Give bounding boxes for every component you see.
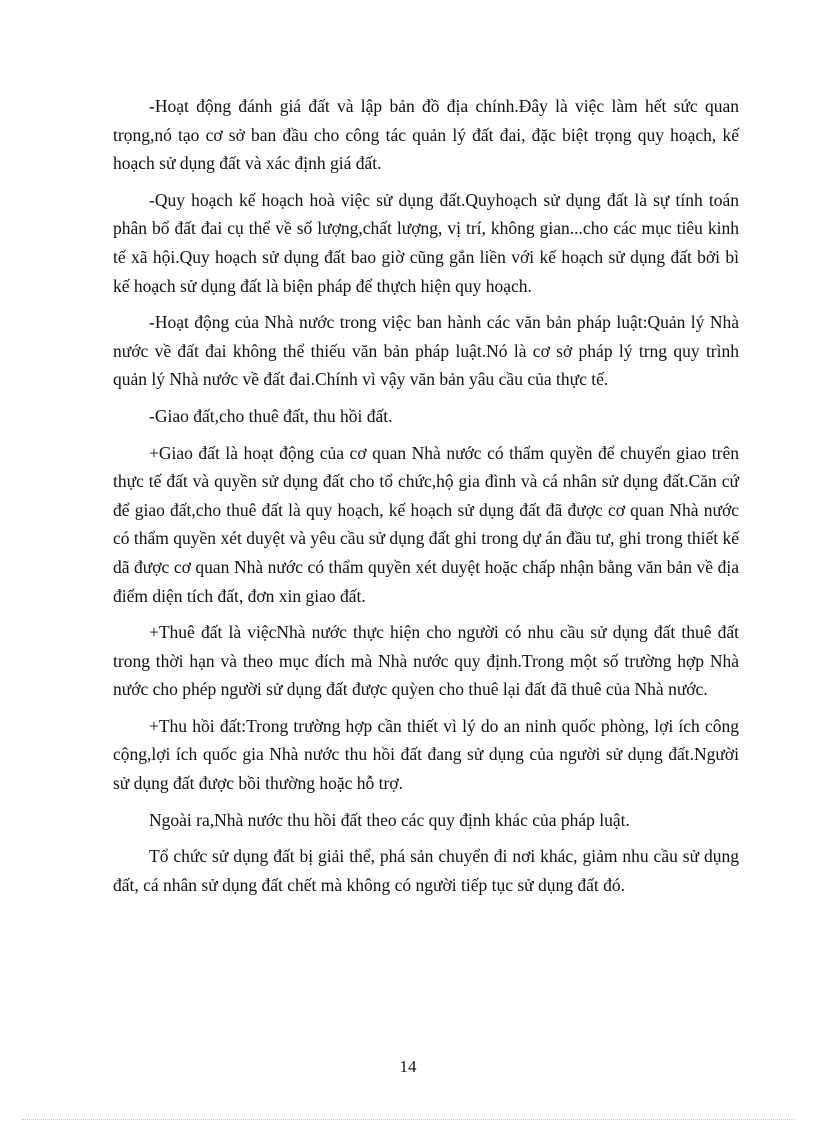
page-number: 14: [399, 1057, 417, 1076]
paragraph-legal-documents: -Hoạt động của Nhà nước trong việc ban hành các văn bản pháp luật:Quản lý Nhà nước về đất đai không thể thiếu văn bản pháp luật.Nó là cơ sở pháp lý trng quy trình quản lý Nhà nước về đất đai.Chính vì vậy văn bản yâu cầu của thực tế.: [113, 312, 739, 390]
paragraph-land-allocation: +Giao đất là hoạt động của cơ quan Nhà nước có thẩm quyền để chuyển giao trên thực tế đất và quyền sử dụng đất cho tổ chức,hộ gia đình và cá nhân sử dụng đất.Căn cứ để giao đất,cho thuê đất là quy hoạch, kế hoạch sử dụng đất đã được cơ quan Nhà nước có thẩm quyền xét duyệt và yêu cầu sử dụng đất ghi trong dự án đầu tư, ghi trong thiết kế dã được cơ quan Nhà nước có thẩm quyền xét duyệt hoặc chấp nhận bằng văn bản về địa điểm diện tích đất, đơn xin giao đất.: [113, 442, 739, 606]
paragraph-allocation-heading: -Giao đất,cho thuê đất, thu hồi đất.: [149, 405, 393, 426]
paragraph-land-use-planning: -Quy hoạch kế hoạch hoà việc sử dụng đất.Quyhoạch sử dụng đất là sự tính toán phân bổ đất đai cụ thể về số lượng,chất lượng, vị trí, không gian...cho các mục tiêu kinh tế xã hội.Quy hoạch sử dụng đất bao giờ cũng gắn liền với kế hoạch sử dụng đất bởi bì kế hoạch sử dụng đất là biện pháp để thựch hiện quy hoạch.: [113, 189, 739, 296]
paragraph-organization-dissolution: Tổ chức sử dụng đất bị giải thể, phá sản chuyển đi nơi khác, giảm nhu cầu sử dụng đất, cá nhân sử dụng đất chết mà không có người tiếp tục sử dụng đất đó.: [113, 846, 739, 895]
paragraph-land-recovery: +Thu hồi đất:Trong trường hợp cần thiết vì lý do an ninh quốc phòng, lợi ích công cộng,lợi ích quốc gia Nhà nước thu hồi đất đang sử dụng của người sử dụng đất.Người sử dụng đất được bồi thường hoặc hỗ trợ.: [113, 715, 739, 794]
paragraph-land-assessment: -Hoạt động đánh giá đất và lập bản đồ địa chính.Đây là việc làm hết sức quan trọng,nó tạo cơ sở ban đầu cho công tác quản lý đất đai, đặc biệt trọng quy hoạch, kế hoạch sử dụng đất và xác định giá đất.: [113, 96, 739, 174]
body-text: [113, 92, 739, 907]
paragraph-other-recovery: Ngoài ra,Nhà nước thu hồi đất theo các quy định khác của pháp luật.: [149, 809, 630, 830]
paragraph-land-lease: +Thuê đất là việcNhà nước thực hiện cho người có nhu cầu sử dụng đất thuê đất trong thời hạn và theo mục đích mà Nhà nước quy định.Trong một số trường hợp Nhà nước cho phép người sử dụng đất được quỳen cho thuê lại đất đã thuê của Nhà nước.: [113, 622, 739, 700]
page-bottom-divider: [22, 1119, 794, 1120]
